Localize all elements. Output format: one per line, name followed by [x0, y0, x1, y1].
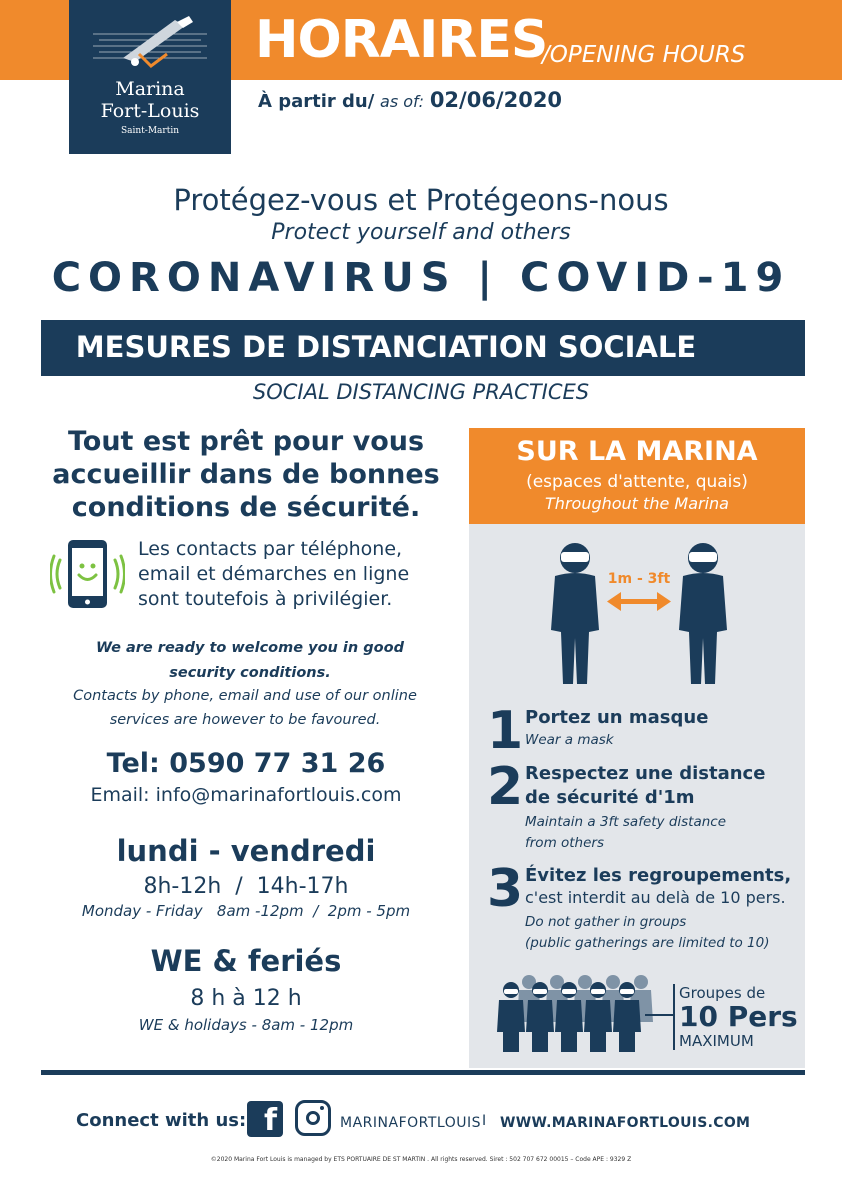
logo-text-saint-martin: Saint-Martin — [120, 126, 180, 136]
logo-text-marina: Marina — [115, 78, 185, 100]
protect-heading-en: Protect yourself and others — [271, 220, 571, 245]
marina-logo — [69, 0, 231, 154]
ready-heading — [40, 425, 452, 524]
instagram-icon[interactable] — [295, 1100, 331, 1136]
email-address[interactable]: Email: info@marinafortlouis.com — [90, 784, 402, 806]
marina-header-box — [469, 428, 805, 524]
group-of-people-icon — [497, 972, 673, 1054]
ready-text-en — [70, 636, 430, 686]
ready-en-line-2: security conditions. — [169, 665, 331, 681]
social-handle[interactable]: MARINAFORTLOUIS — [340, 1115, 481, 1131]
effective-date: 02/06/2020 — [429, 88, 563, 112]
as-of-fr: À partir du/ — [258, 91, 375, 112]
rule-2-title-line-2: de sécurité d'1m — [525, 787, 695, 808]
rule-2-en-line-1: Maintain a 3ft safety distance — [525, 814, 727, 830]
groups-label: Groupes de — [679, 984, 766, 1002]
contacts-en-line-2: services are however to be favoured. — [109, 712, 381, 728]
measures-banner — [41, 320, 805, 376]
group-bracket-line — [673, 984, 675, 1050]
instagram-dot — [320, 1106, 324, 1110]
page-title-en: /OPENING HOURS — [542, 42, 746, 68]
rule-3-title: Évitez les regroupements, — [525, 865, 792, 886]
distance-label: 1m - 3ft — [607, 571, 671, 587]
weekend-hours: 8 h à 12 h — [190, 986, 302, 1011]
rule-3-subtitle: c'est interdit au delà de 10 pers. — [525, 888, 786, 907]
rule-1-number: 1 — [487, 701, 524, 761]
rule-3-en-line-2: (public gatherings are limited to 10) — [525, 935, 770, 951]
footer-divider — [41, 1070, 805, 1075]
rule-3-en — [525, 912, 805, 954]
ready-line-1: Tout est prêt pour vous — [67, 426, 425, 457]
contacts-text-en — [45, 684, 445, 732]
marina-rules-panel — [469, 428, 805, 1068]
measures-subtitle-en: SOCIAL DISTANCING PRACTICES — [252, 380, 590, 404]
group-limit: 10 Pers — [679, 1000, 798, 1033]
marina-subtitle: (espaces d'attente, quais) — [526, 472, 748, 492]
marina-subtitle-en: Throughout the Marina — [545, 494, 729, 513]
group-maximum-label: MAXIMUM — [679, 1032, 754, 1050]
rule-2-en — [525, 812, 805, 854]
weekend-title: WE & feriés — [150, 944, 342, 978]
rule-3-number: 3 — [487, 859, 524, 919]
copyright-notice: ©2020 Marina Fort Louis is managed by ETS PORTUAIRE DE ST MARTIN . All rights reserved. Siret : 502 707 672 00015 – Code APE : 9329 Z — [210, 1156, 632, 1163]
smartphone-icon — [50, 538, 125, 610]
footer-separator: I — [482, 1113, 487, 1129]
contacts-line-2: email et démarches en ligne — [138, 563, 410, 585]
measures-title: MESURES DE DISTANCIATION SOCIALE — [75, 330, 697, 364]
weekday-hours: 8h-12h / 14h-17h — [143, 874, 349, 899]
rule-2-title-line-1: Respectez une distance — [525, 763, 766, 784]
contacts-text-fr — [138, 537, 448, 612]
contacts-line-3: sont toutefois à privilégier. — [138, 588, 393, 610]
social-distance-icon — [539, 536, 739, 686]
logo-text-fort-louis: Fort-Louis — [100, 100, 200, 122]
group-bracket-tick — [645, 1014, 673, 1016]
rule-2-en-line-2: from others — [525, 835, 605, 851]
rule-1-en: Wear a mask — [525, 732, 614, 748]
contacts-en-line-1: Contacts by phone, email and use of our online — [73, 688, 417, 704]
website-link[interactable]: WWW.MARINAFORTLOUIS.COM — [500, 1115, 751, 1131]
weekend-hours-en: WE & holidays - 8am - 12pm — [138, 1016, 354, 1034]
as-of-en: as of: — [380, 92, 425, 111]
rule-1-title: Portez un masque — [525, 707, 709, 728]
contacts-line-1: Les contacts par téléphone, — [138, 538, 403, 560]
facebook-icon[interactable]: f — [247, 1101, 283, 1137]
effective-date-line — [258, 88, 562, 112]
phone-number[interactable]: Tel: 0590 77 31 26 — [106, 748, 386, 779]
ready-en-line-1: We are ready to welcome you in good — [96, 640, 404, 656]
ready-line-2: accueillir dans de bonnes — [52, 459, 440, 490]
weekday-hours-en: Monday - Friday 8am -12pm / 2pm - 5pm — [81, 902, 411, 920]
marina-title: SUR LA MARINA — [516, 436, 758, 467]
rule-3-en-line-1: Do not gather in groups — [525, 914, 687, 930]
covid-headline: CORONAVIRUS | COVID-19 — [51, 255, 791, 301]
connect-label: Connect with us: — [76, 1110, 247, 1131]
weekday-title: lundi - vendredi — [116, 834, 376, 868]
rule-2-number: 2 — [487, 757, 524, 817]
page-title: HORAIRES — [255, 10, 548, 70]
protect-heading-fr: Protégez-vous et Protégeons-nous — [173, 183, 669, 217]
cannon-logo-icon — [93, 14, 207, 72]
ready-line-3: conditions de sécurité. — [71, 492, 421, 523]
instagram-lens — [306, 1111, 320, 1125]
rule-2-title — [525, 762, 805, 810]
